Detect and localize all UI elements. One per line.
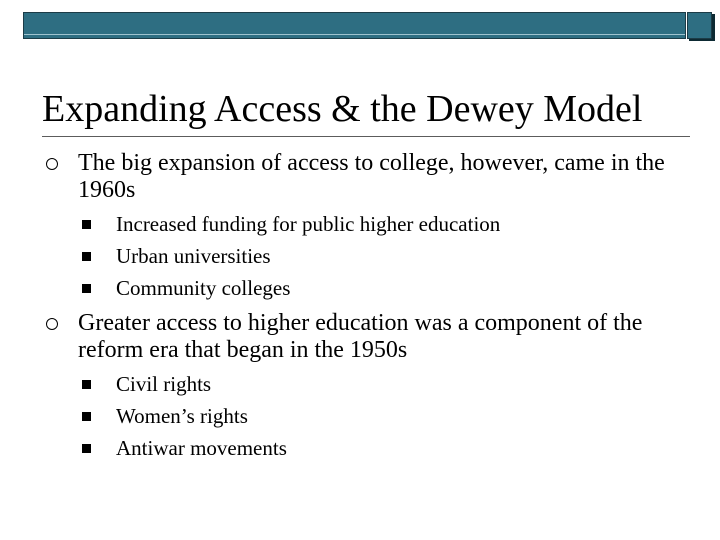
bullet-item: The big expansion of access to college, however, came in the 1960s	[78, 150, 665, 203]
filled-square-icon	[82, 412, 91, 421]
sub-bullet-item: Antiwar movements	[116, 436, 287, 460]
filled-square-icon	[82, 444, 91, 453]
sub-bullet-item: Civil rights	[116, 372, 212, 396]
sub-bullet-item: Community colleges	[116, 276, 291, 300]
sub-bullet-item: Urban universities	[116, 244, 271, 268]
filled-square-icon	[82, 252, 91, 261]
filled-square-icon	[82, 284, 91, 293]
hollow-circle-icon	[46, 158, 58, 170]
hollow-circle-icon	[46, 318, 58, 330]
bullet-item: Greater access to higher education was a component of the reform era that began in the 1950s	[78, 310, 643, 363]
slide-title: Expanding Access & the Dewey Model	[42, 88, 643, 130]
sub-bullet-item: Women’s rights	[116, 404, 248, 428]
filled-square-icon	[82, 380, 91, 389]
filled-square-icon	[82, 220, 91, 229]
sub-bullet-item: Increased funding for public higher education	[116, 212, 501, 236]
